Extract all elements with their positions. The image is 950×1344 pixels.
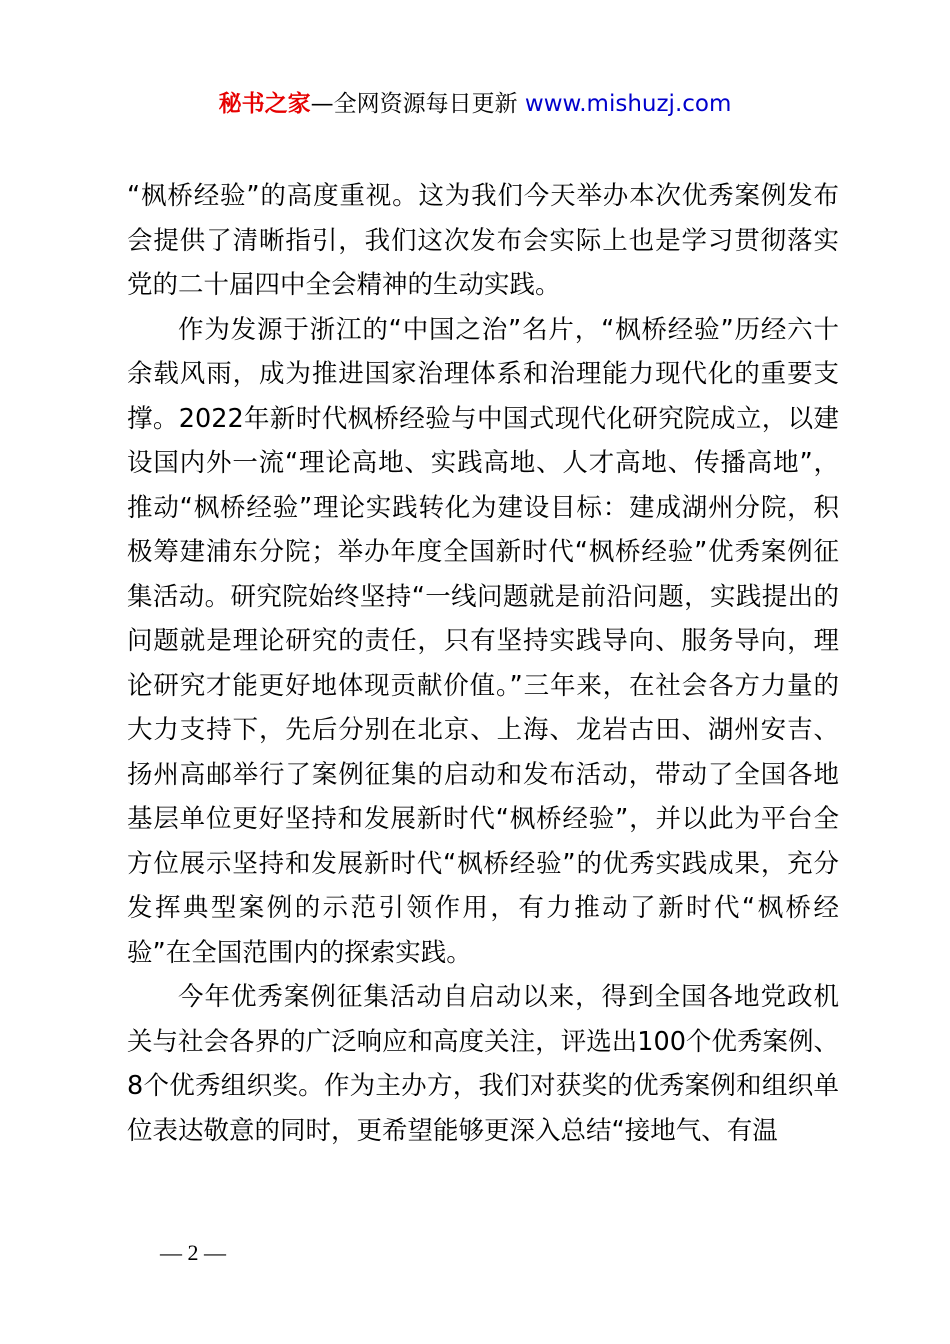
header-url[interactable]: www.mishuzj.com: [524, 91, 732, 117]
document-body: [127, 174, 839, 1153]
paragraph: 作为发源于浙江的“中国之治”名片，“枫桥经验”历经六十余载风雨，成为推进国家治理体系和治理能力现代化的重要支撑。2022年新时代枫桥经验与中国式现代化研究院成立，以建设国内外一流“理论高地、实践高地、人才高地、传播高地”，推动“枫桥经验”理论实践转化为建设目标：建成湖州分院，积极筹建浦东分院；举办年度全国新时代“枫桥经验”优秀案例征集活动。研究院始终坚持“一线问题就是前沿问题，实践提出的问题就是理论研究的责任，只有坚持实践导向、服务导向，理论研究才能更好地体现贡献价值。”三年来，在社会各方力量的大力支持下，先后分别在北京、上海、龙岩古田、湖州安吉、扬州高邮举行了案例征集的启动和发布活动，带动了全国各地基层单位更好坚持和发展新时代“枫桥经验”，并以此为平台全方位展示坚持和发展新时代“枫桥经验”的优秀实践成果，充分发挥典型案例的示范引领作用，有力推动了新时代“枫桥经验”在全国范围内的探索实践。: [127, 314, 839, 968]
paragraph-continuation: “枫桥经验”的高度重视。这为我们今天举办本次优秀案例发布会提供了清晰指引，我们这次发布会实际上也是学习贯彻落实党的二十届四中全会精神的生动实践。: [127, 181, 839, 300]
page-number: — 2 —: [160, 1240, 226, 1265]
header-tagline: —全网资源每日更新: [310, 91, 518, 117]
brand-name: 秘书之家: [218, 91, 311, 117]
paragraph: 今年优秀案例征集活动自启动以来，得到全国各地党政机关与社会各界的广泛响应和高度关注，评选出100个优秀案例、8个优秀组织奖。作为主办方，我们对获奖的优秀案例和组织单位表达敬意的同时，更希望能够更深入总结“接地气、有温: [127, 982, 839, 1146]
page-header: [0, 86, 950, 122]
